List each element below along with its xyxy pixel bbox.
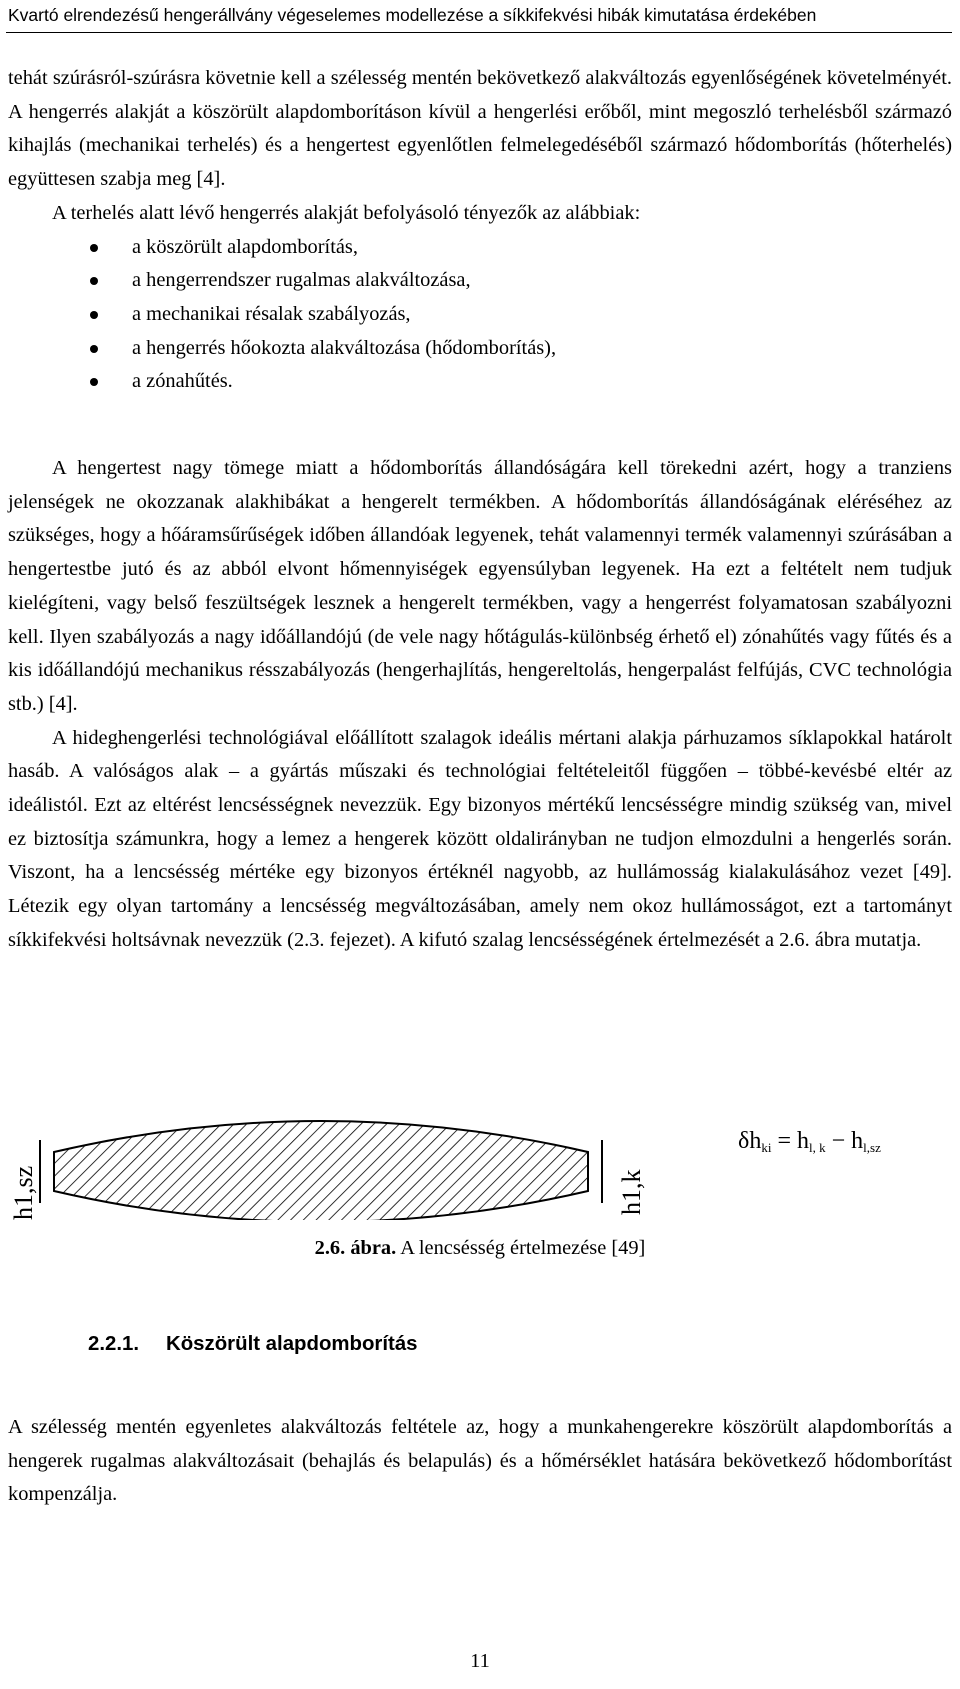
factor-list <box>8 231 952 399</box>
section-heading <box>88 1329 888 1359</box>
page-number: 11 <box>470 1650 490 1672</box>
bullet-dot-icon <box>90 345 98 353</box>
section-title: Köszörült alapdomborítás <box>166 1333 418 1355</box>
paragraph-1: tehát szúrásról-szúrásra követnie kell a szélesség mentén bekövetkező alakváltozás egyenlőségének követelményét. A hengerrés alakját a köszörült alapdomborításon kívül a hengerlési erőből, mint megoszló terhelésből származó kihajlás (mechanikai terhelés) és a hengertest egyenlőtlen felmelegedéséből származó hődomborítás (hőterhelés) együttesen szabja meg [4]. <box>8 67 952 191</box>
body-block-2 <box>8 452 952 958</box>
paragraph-2-intro: A terhelés alatt lévő hengerrés alakját befolyásoló tényezők az alábbiak: <box>52 201 641 224</box>
header-rule <box>6 32 952 33</box>
bullet-dot-icon <box>90 311 98 319</box>
minus-sign: − <box>831 1128 846 1154</box>
running-header: Kvartó elrendezésű hengerállvány végeselemes modellezése a síkkifekvési hibák kimutatása érdekében <box>8 5 817 25</box>
paragraph-3: A hengertest nagy tömege miatt a hődomborítás állandóságára kell törekedni azért, hogy a tranziens jelenségek ne okozzanak alakhibákat a hengerelt termékben. A hődomborítás állandóságának eléréséhez az szükséges, hogy a hőáramsűrűségek időben állandóak legyenek, tehát valamennyi termék valamennyi szúrásában a hengertestbe jutó és az abból elvont hőmennyiségek egyensúlyban legyenek. Ha ezt a feltételt nem tudjuk kielégíteni, vagy belső feszültségek lesznek a hengerelt termékben, vagy a hengerrést folyamatosan szabályozni kell. Ilyen szabályozás a nagy időállandójú (de vele nagy hőtágulás-különbség érhető el) zónahűtés vagy fűtés és a kis időállandójú mechanikus résszabályozás (hengerhajlítás, hengereltolás, hengerpalást felfújás, CVC technológia stb.) [4]. <box>8 457 952 715</box>
delta-symbol: δ <box>738 1128 750 1154</box>
body-block-3 <box>8 1411 952 1512</box>
label-h1k: h1,k <box>617 1169 646 1215</box>
list-item: a zónahűtés. <box>8 365 952 399</box>
label-h1sz: h1,sz <box>9 1165 38 1220</box>
list-item: a hengerrés hőokozta alakváltozása (hődomborítás), <box>8 332 952 366</box>
caption-number: 2.6. ábra. <box>314 1237 397 1259</box>
list-item: a mechanikai résalak szabályozás, <box>8 298 952 332</box>
equals-sign: = <box>777 1128 791 1154</box>
lens-equation: $\delta h_{ki} = h_{l, k} - h_{l,sz}$ <box>738 1128 881 1155</box>
figure-caption <box>0 1233 960 1263</box>
lens-strip-shape <box>54 1121 588 1220</box>
paragraph-4: A hideghengerlési technológiával előállított szalagok ideális mértani alakja párhuzamos síklapokkal határolt hasáb. A valóságos alak – a gyártás műszaki és technológiai feltételeitől függően – többé-kevésbé eltér az ideálistól. Ezt az eltérést lencsésségnek nevezzük. Egy bizonyos mértékű lencsésségre mindig szükség van, mivel ez biztosítja számunkra, hogy a lemez a hengerek között oldalirányban ne tudjon elmozdulni a hengerlés során. Viszont, ha a lencsésség mértéke egy bizonyos értéknél nagyobb, az hullámosság kialakulásához vezet [49]. Létezik egy olyan tartomány a lencsésség megváltozásában, amely nem okoz hullámosságot, ezt a tartományt síkkifekvési holtsávnak nevezzük (2.3. fejezet). A kifutó szalag lencsésségének értelmezését a 2.6. ábra mutatja. <box>8 726 952 951</box>
caption-text: A lencsésség értelmezése [49] <box>396 1237 646 1259</box>
list-item: a köszörült alapdomborítás, <box>8 231 952 265</box>
bullet-dot-icon <box>90 277 98 285</box>
list-item: a hengerrendszer rugalmas alakváltozása, <box>8 264 952 298</box>
body-block-1 <box>8 62 952 399</box>
section-number: 2.2.1. <box>88 1333 140 1355</box>
bullet-dot-icon <box>90 378 98 386</box>
paragraph-5: A szélesség mentén egyenletes alakváltozás feltétele az, hogy a munkahengerekre köszörült alapdomborítás a hengerek rugalmas alakváltozásait (behajlás és belapulás) és a hőmérséklet hatására bekövetkező hődomborítást kompenzálja. <box>8 1416 952 1506</box>
bullet-dot-icon <box>90 244 98 252</box>
